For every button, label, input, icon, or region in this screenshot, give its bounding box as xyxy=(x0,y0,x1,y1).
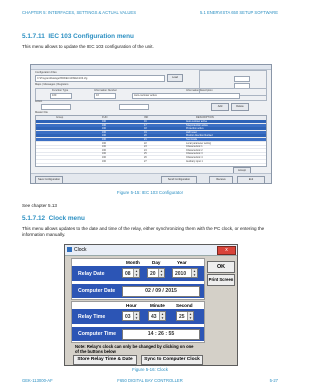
row-inf: 19 xyxy=(144,130,147,134)
footer-doc-number: GEK-113000-AF xyxy=(22,378,53,383)
row-fun: 160 xyxy=(102,156,106,159)
clock-note xyxy=(75,344,194,355)
date-group xyxy=(71,258,205,300)
hour-spinner[interactable] xyxy=(122,311,140,321)
row-desc: Local parameter setting xyxy=(186,141,211,145)
section-body-line-1: This menu allows updates to the date and time of the relay, either synchronizing them with the PC clock, or entering the xyxy=(22,226,265,231)
info-description-select[interactable] xyxy=(132,93,240,99)
selection-group xyxy=(35,88,267,101)
receive-button[interactable]: Receive xyxy=(209,176,233,184)
table-body xyxy=(36,120,266,166)
row-inf: 20 xyxy=(144,134,147,138)
second-value: 25 xyxy=(179,314,185,320)
row-fun: 160 xyxy=(102,130,106,134)
function-type-select[interactable] xyxy=(50,93,72,99)
clock-titlebar xyxy=(65,245,237,256)
relay-date-label: Relay Date xyxy=(78,270,105,277)
year-header: Year xyxy=(177,260,187,265)
row-fun: 160 xyxy=(102,127,106,131)
section-number: 5.1.7.11 xyxy=(22,33,45,40)
accept-button[interactable]: Accept xyxy=(233,167,251,174)
row-inf: 25 xyxy=(144,152,147,156)
col-inf-header: INF xyxy=(144,116,149,119)
computer-time-row xyxy=(72,327,204,341)
config-files-label: Configuration Files xyxy=(35,71,57,74)
spinner-arrows-icon[interactable]: ▲ ▼ xyxy=(135,312,138,320)
clock-window xyxy=(64,244,238,366)
relay-date-row xyxy=(72,266,204,281)
row-inf: 16 xyxy=(144,120,147,123)
row-inf: 18 xyxy=(144,127,147,131)
month-value: 08 xyxy=(125,271,131,277)
tab-strip: Maps | Messages | Registers xyxy=(35,83,69,86)
row-desc: Test mode xyxy=(186,138,198,141)
computer-time-label: Computer Time xyxy=(78,331,116,337)
file-path-text: C:\ProgramData\ge\650\IEC103\IEC103.cfg xyxy=(37,76,88,80)
month-spinner[interactable] xyxy=(122,268,140,278)
row-fun: 160 xyxy=(102,141,106,145)
row-desc: Auxiliary input 1 xyxy=(186,159,203,163)
year-value: 2010 xyxy=(175,271,187,277)
row-fun: 160 xyxy=(102,152,106,156)
info-number-header: Information Number xyxy=(94,89,117,92)
figure-caption-clock: Figure 5-16: Clock xyxy=(132,367,168,372)
action-select[interactable] xyxy=(41,104,71,110)
print-screen-button[interactable]: Print Screen xyxy=(207,274,235,286)
header-section: 5.1 ENERVISTA 650 SETUP SOFTWARE xyxy=(199,10,278,15)
tab-maps[interactable]: Maps xyxy=(35,83,42,86)
row-inf: 17 xyxy=(144,123,147,127)
section-heading-iec103 xyxy=(22,33,134,40)
header-chapter: CHAPTER 5: INTERFACES, SETTINGS & ACTUAL VALUES xyxy=(22,10,137,15)
row-desc: Characteristic 2 xyxy=(186,148,203,152)
row-fun: 160 xyxy=(102,148,106,152)
year-spinner[interactable] xyxy=(172,268,198,278)
spinner-arrows-icon[interactable]: ▲ ▼ xyxy=(160,269,163,277)
row-fun: 160 xyxy=(102,134,106,138)
hour-header: Hour xyxy=(126,303,137,308)
col-fun-header: FUN xyxy=(102,116,108,119)
relay-time-label: Relay Time xyxy=(78,313,106,320)
action-label: Action xyxy=(35,100,43,103)
row-desc: Protection active xyxy=(186,127,204,131)
section-title: Clock menu xyxy=(48,215,85,222)
relay-time-row xyxy=(72,309,204,324)
mapping-table xyxy=(35,115,267,167)
info-description-header: Information Description xyxy=(186,89,213,92)
spinner-arrows-icon[interactable]: ▲ ▼ xyxy=(161,312,164,320)
row-fun: 160 xyxy=(102,123,106,127)
spinner-arrows-icon[interactable]: ▲ ▼ xyxy=(193,269,196,277)
computer-time-display: 14 : 26 : 55 xyxy=(122,329,200,340)
note-line-2: of the buttons below xyxy=(75,349,116,355)
section-body-line-2: information manually. xyxy=(22,232,66,237)
row-fun: 160 xyxy=(102,138,106,141)
close-icon[interactable]: x xyxy=(217,246,236,255)
function-type-value: 160 xyxy=(52,94,57,97)
row-fun: 160 xyxy=(102,159,106,163)
row-desc: Auto-recloser active xyxy=(186,120,208,123)
day-value: 20 xyxy=(150,271,156,277)
action-value-field[interactable] xyxy=(119,104,149,110)
row-desc: Characteristic 3 xyxy=(186,152,203,156)
row-fun: 160 xyxy=(102,145,106,149)
info-number-value: 16 xyxy=(96,94,99,97)
computer-date-label: Computer Date xyxy=(78,288,116,294)
row-inf: 23 xyxy=(144,145,147,149)
time-group xyxy=(71,301,205,343)
month-header: Month xyxy=(126,260,140,265)
row-desc: Characteristic 1 xyxy=(186,145,203,149)
tab-registers[interactable]: Registers xyxy=(57,83,69,86)
function-type-header: Function Type xyxy=(52,89,69,92)
spinner-arrows-icon[interactable]: ▲ ▼ xyxy=(135,269,138,277)
save-configuration-button[interactable]: Save Configuration xyxy=(35,176,63,184)
info-number-select[interactable] xyxy=(94,93,116,99)
row-desc: Characteristic 4 xyxy=(186,156,203,159)
row-desc: LED reset xyxy=(186,130,197,134)
footer-product: F650 DIGITAL BAY CONTROLLER xyxy=(117,378,183,383)
app-icon xyxy=(67,247,72,252)
row-fun: 160 xyxy=(102,120,106,123)
day-spinner[interactable] xyxy=(147,268,165,278)
add-button[interactable]: Add xyxy=(211,103,229,111)
exit-button[interactable]: Exit xyxy=(237,176,265,184)
col-desc-header: DESCRIPTION xyxy=(196,116,214,119)
bottom-toolbar xyxy=(31,173,271,183)
col-group-header: Group xyxy=(56,116,64,119)
tab-messages[interactable]: Messages xyxy=(43,83,56,86)
delete-button[interactable]: Delete xyxy=(231,103,249,111)
row-inf: 26 xyxy=(144,156,147,159)
section-title: IEC 103 Configuration menu xyxy=(48,33,134,40)
info-description-value: Auto-recloser active xyxy=(134,94,157,97)
section-number: 5.1.7.12 xyxy=(22,215,46,222)
row-desc: Monitor direction blocked xyxy=(186,134,213,138)
minute-spinner[interactable] xyxy=(148,311,166,321)
spinner-arrows-icon[interactable]: ▲ ▼ xyxy=(189,312,192,320)
window-title: Clock xyxy=(74,246,87,253)
second-header: Second xyxy=(176,303,193,308)
footer-page-number: 5-27 xyxy=(269,378,278,383)
table-row[interactable] xyxy=(36,160,266,164)
computer-date-row xyxy=(72,284,204,298)
hour-value: 03 xyxy=(125,314,131,320)
section-body: This menu allows to update the IEC 103 configuration of the unit. xyxy=(22,44,154,49)
row-inf: 21 xyxy=(144,138,147,141)
option-field-1[interactable] xyxy=(234,76,250,82)
load-button[interactable]: Load xyxy=(167,74,183,82)
section-heading-clock xyxy=(22,215,85,222)
row-inf: 27 xyxy=(144,159,147,163)
config-file-path-field[interactable] xyxy=(35,75,165,82)
note-line-1: Note: Relay's clock can only be changed by clicking on one xyxy=(75,344,194,349)
row-desc: Teleprotection active xyxy=(186,123,208,127)
row-inf: 24 xyxy=(144,148,147,152)
day-header: Day xyxy=(152,260,161,265)
figure-caption-iec103: Figure 5-15: IEC 103 Configurator xyxy=(116,190,184,195)
computer-date-display: 02 / 09 / 2015 xyxy=(122,286,200,297)
table-title: Master File xyxy=(35,111,48,114)
minute-value: 43 xyxy=(151,314,157,320)
minute-header: Minute xyxy=(150,303,165,308)
store-relay-time-date-button[interactable]: Store Relay Time & Date xyxy=(73,355,137,365)
ok-button[interactable]: OK xyxy=(207,261,235,273)
second-spinner[interactable] xyxy=(176,311,194,321)
iec103-config-window xyxy=(30,64,272,184)
see-chapter-note: See chapter 5.13 xyxy=(22,203,57,208)
sync-to-computer-clock-button[interactable]: Sync to Computer Clock xyxy=(141,355,203,365)
send-configuration-button[interactable]: Send Configuration xyxy=(161,176,197,184)
row-inf: 22 xyxy=(144,141,147,145)
